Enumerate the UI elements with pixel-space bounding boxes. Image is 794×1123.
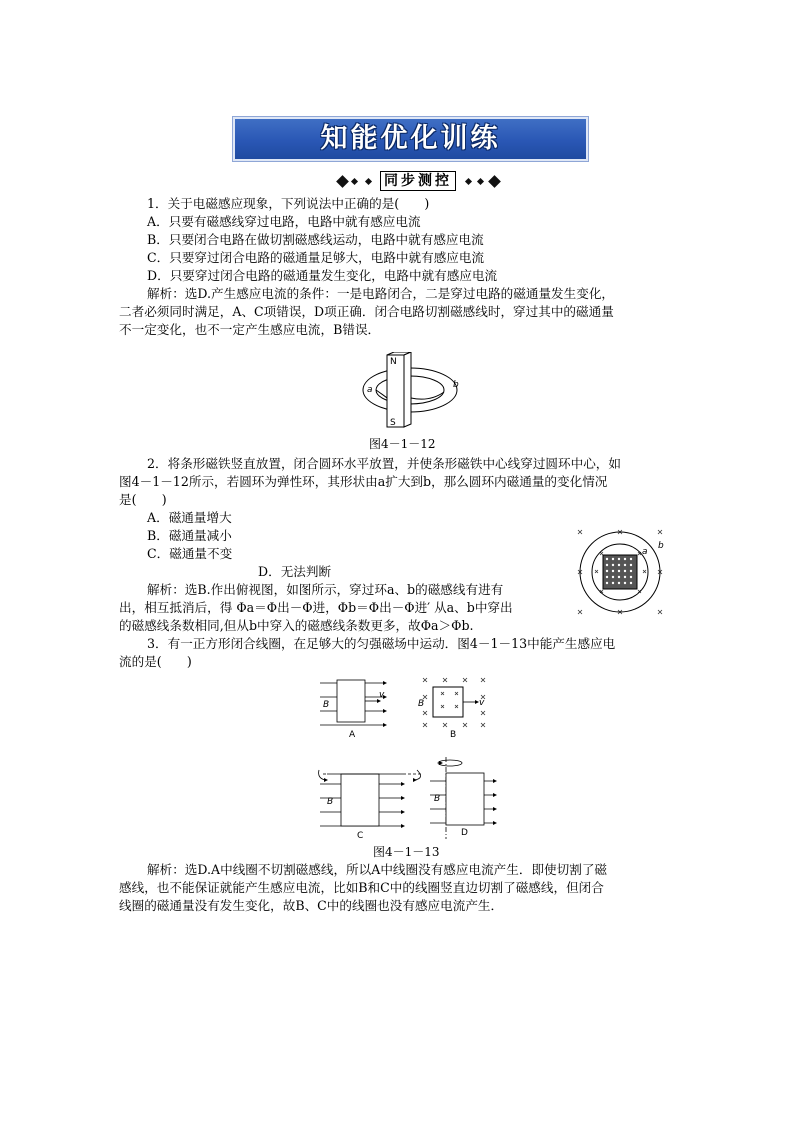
topview-b-label: b xyxy=(658,541,664,551)
q2-option-a: A．磁通量增大 xyxy=(147,510,232,525)
figure-caption: 图4－1－12 xyxy=(369,437,436,451)
magnet-s-label: S xyxy=(390,418,396,428)
field-label: B xyxy=(327,797,334,807)
q1-analysis-line: 不一定变化，也不一定产生感应电流，B错误． xyxy=(119,322,381,337)
q2-analysis-line: 的磁感线条数相同,但从b中穿入的磁感线条数更多，故Φa＞Φb. xyxy=(119,618,474,633)
q1-analysis-line: 解析：选D.产生感应电流的条件：一是电路闭合，二是穿过电路的磁通量发生变化， xyxy=(147,286,615,301)
magnet-n-label: N xyxy=(390,357,397,367)
q2-stem-line: 2．将条形磁铁竖直放置，闭合圆环水平放置，并使条形磁铁中心线穿过圆环中心，如 xyxy=(147,456,621,471)
q3-analysis-line: 线圈的磁通量没有发生变化，故B、C中的线圈也没有感应电流产生． xyxy=(119,898,504,913)
ring-b-label: b xyxy=(453,380,459,390)
q1-analysis-line: 二者必须同时满足，A、C项错误，D项正确．闭合电路切割磁感线时，穿过其中的磁通量 xyxy=(119,304,614,319)
q3-analysis-line: 感线，也不能保证就能产生感应电流，比如B和C中的线圈竖直边切割了磁感线，但闭合 xyxy=(119,880,604,895)
q1-option-a: A．只要有磁感线穿过电路，电路中就有感应电流 xyxy=(147,214,421,229)
q1-option-c: C．只要穿过闭合电路的磁通量足够大，电路中就有感应电流 xyxy=(147,250,485,265)
q2-stem-line: 是( ) xyxy=(119,492,167,507)
field-label: B xyxy=(434,794,441,804)
q1-stem: 1．关于电磁感应现象，下列说法中正确的是( ) xyxy=(147,196,430,211)
q1-option-d: D．只要穿过闭合电路的磁通量发生变化，电路中就有感应电流 xyxy=(147,268,498,283)
diamond-icon xyxy=(336,175,349,188)
field-label: B xyxy=(323,700,330,710)
panel-a-label: A xyxy=(349,730,356,740)
q3-analysis-line: 解析：选D.A中线圈不切割磁感线，所以A中线圈没有感应电流产生．即使切割了磁 xyxy=(147,862,608,877)
diamond-icon xyxy=(477,178,484,185)
subtitle-label: 同步测控 xyxy=(380,171,456,191)
q2-analysis-line: 出，相互抵消后，得 Φa＝Φ出－Φ进，Φb＝Φ出－Φ进′ 从a、b中穿出 xyxy=(119,600,513,615)
figure-top-view xyxy=(570,520,675,625)
ring-a-label: a xyxy=(367,385,373,395)
velocity-label: v xyxy=(379,690,385,700)
q2-analysis-line: 解析：选B.作出俯视图，如图所示，穿过环a、b的磁感线有进有 xyxy=(147,582,504,597)
subtitle-block xyxy=(338,171,498,193)
panel-b-figure xyxy=(415,675,495,740)
diamond-icon xyxy=(365,178,372,185)
figure-caption: 图4－1－13 xyxy=(373,845,440,859)
figure-magnet-ring xyxy=(360,352,460,432)
q3-stem-line: 3．有一正方形闭合线圈，在足够大的匀强磁场中运动．图4－1－13中能产生感应电 xyxy=(147,636,616,651)
diamond-icon xyxy=(351,178,358,185)
panel-a-figure xyxy=(315,675,390,740)
q2-option-b: B．磁通量减小 xyxy=(147,528,232,543)
section-banner xyxy=(233,117,588,161)
q2-option-c: C．磁通量不变 xyxy=(147,546,233,561)
panel-c-label: C xyxy=(357,831,364,840)
q2-stem-line: 图4－1－12所示，若圆环为弹性环，其形状由a扩大到b，那么圆环内磁通量的变化情况 xyxy=(119,474,608,489)
q3-stem-line: 流的是( ) xyxy=(119,654,192,669)
panel-b-label: B xyxy=(450,730,457,740)
topview-a-label: a xyxy=(642,547,648,557)
field-label: B xyxy=(418,699,425,709)
diamond-icon xyxy=(488,175,501,188)
banner-title: 知能优化训练 xyxy=(320,123,501,154)
panel-c-figure xyxy=(315,758,425,840)
diamond-icon xyxy=(465,178,472,185)
velocity-label: v xyxy=(479,698,485,708)
panel-d-label: D xyxy=(461,828,468,838)
panel-d-figure xyxy=(425,755,505,840)
q2-option-d: D．无法判断 xyxy=(258,564,332,579)
q1-option-b: B．只要闭合电路在做切割磁感线运动，电路中就有感应电流 xyxy=(147,232,484,247)
